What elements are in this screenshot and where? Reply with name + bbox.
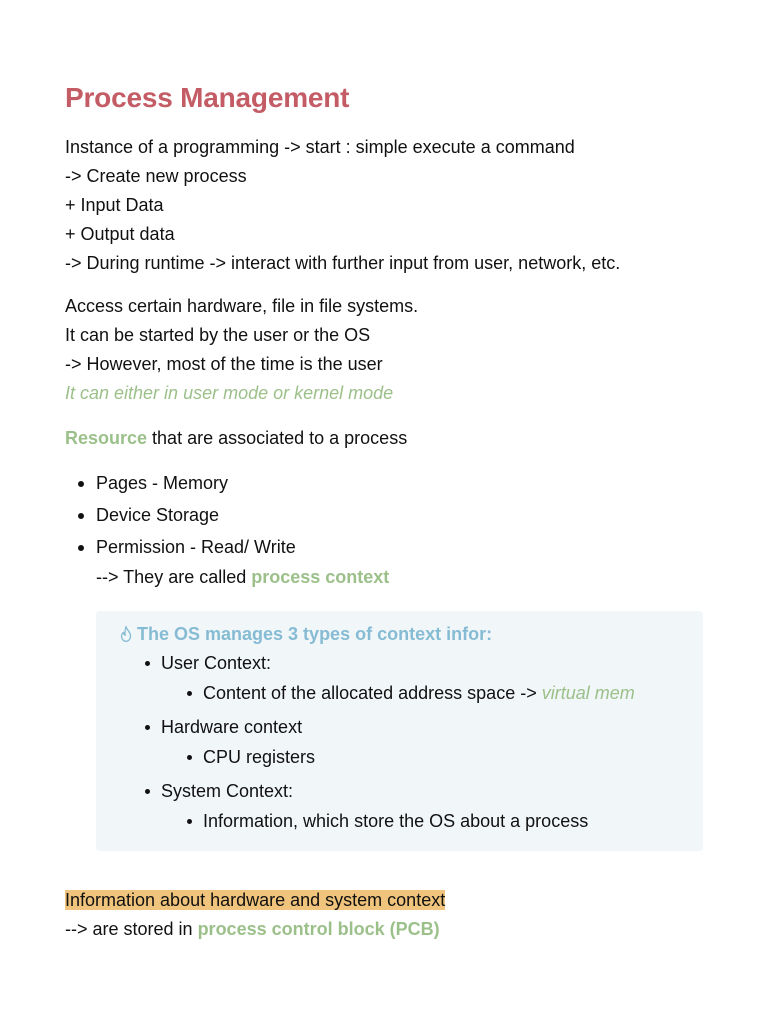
pcb-paragraph (65, 886, 445, 944)
list-item-label: Pages - Memory (96, 473, 229, 493)
resource-list (65, 467, 389, 592)
intro-paragraph (65, 133, 620, 278)
bullet-dot (145, 661, 150, 666)
virtual-mem-keyword: virtual mem (541, 683, 635, 703)
pcb-keyword: process control block (PCB) (197, 919, 440, 939)
callout-heading (118, 623, 492, 645)
intro-line: -> Create new process (65, 166, 247, 186)
hardware-context-detail (203, 746, 315, 768)
access-paragraph (65, 292, 418, 408)
mode-note: It can either in user mode or kernel mode (65, 383, 394, 403)
called-prefix: --> They are called (96, 567, 252, 587)
bullet-dot (187, 691, 192, 696)
process-context-keyword: process context (251, 567, 390, 587)
user-detail-text: Content of the allocated address space -> (203, 683, 542, 703)
hardware-detail-text: CPU registers (203, 747, 316, 767)
intro-line: + Output data (65, 224, 175, 244)
bullet-dot (78, 481, 84, 487)
pcb-prefix: --> are stored in (65, 919, 198, 939)
user-context-detail (203, 682, 635, 704)
bullet-dot (78, 513, 84, 519)
page-title: Process Management (65, 82, 350, 113)
bullet-dot (145, 789, 150, 794)
bullet-dot (187, 755, 192, 760)
list-item-label: Device Storage (96, 505, 220, 525)
context-callout (96, 611, 703, 851)
intro-line: -> During runtime -> interact with further input from user, network, etc. (65, 253, 621, 273)
intro-line: + Input Data (65, 195, 164, 215)
hardware-context-item (161, 716, 302, 738)
list-item (65, 531, 389, 563)
highlighted-text: Information about hardware and system context (65, 890, 446, 910)
access-line: It can be started by the user or the OS (65, 325, 371, 345)
access-line: Access certain hardware, file in file systems. (65, 296, 419, 316)
intro-line: Instance of a programming -> start : simple execute a command (65, 137, 575, 157)
list-item (65, 499, 389, 531)
user-context-label: User Context: (161, 653, 272, 673)
bullet-dot (187, 819, 192, 824)
callout-heading-text: The OS manages 3 types of context infor: (137, 624, 493, 644)
resource-keyword: Resource (65, 428, 148, 448)
list-item (65, 467, 389, 499)
resource-heading (65, 424, 407, 453)
list-item-label: Permission - Read/ Write (96, 537, 296, 557)
hardware-context-label: Hardware context (161, 717, 303, 737)
pcb-line (65, 886, 445, 915)
user-context-item (161, 652, 271, 674)
system-context-label: System Context: (161, 781, 294, 801)
system-context-item (161, 780, 293, 802)
bullet-dot (145, 725, 150, 730)
access-line: -> However, most of the time is the user (65, 354, 383, 374)
flame-icon (118, 625, 134, 643)
system-detail-text: Information, which store the OS about a process (203, 811, 589, 831)
resource-text: that are associated to a process (147, 428, 408, 448)
pcb-line (65, 915, 445, 944)
system-context-detail (203, 810, 588, 832)
process-context-note (65, 563, 389, 592)
bullet-dot (78, 545, 84, 551)
